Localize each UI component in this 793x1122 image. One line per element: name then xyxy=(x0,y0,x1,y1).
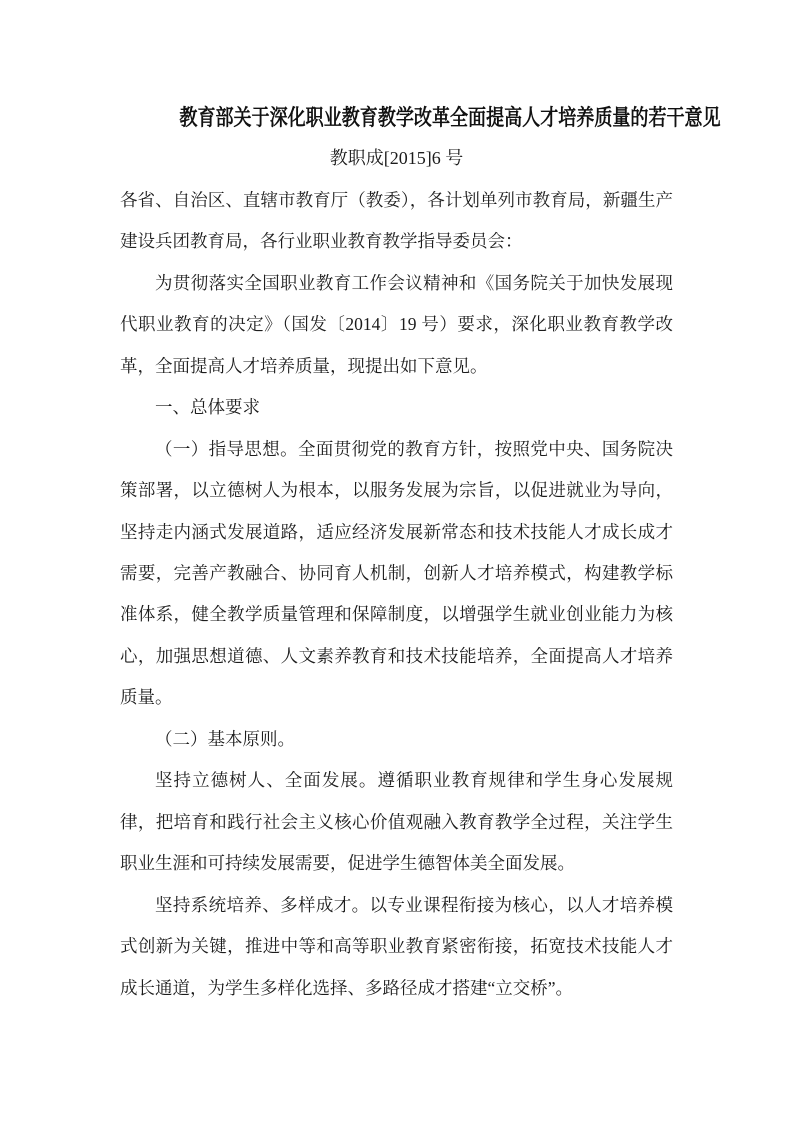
paragraph-principle-systematic-cultivation: 坚持系统培养、多样成才。以专业课程衔接为核心，以人才培养模式创新为关键，推进中等和高等职业教育紧密衔接，拓宽技术技能人才成长通道，为学生多样化选择、多路径成才搭建“立交桥”。 xyxy=(120,894,673,998)
paragraph-recipients: 各省、自治区、直辖市教育厅（教委），各计划单列市教育局，新疆生产建设兵团教育局，各行业职业教育教学指导委员会： xyxy=(120,189,673,252)
paragraph-principle-moral-development: 坚持立德树人、全面发展。遵循职业教育规律和学生身心发展规律，把培育和践行社会主义核心价值观融入教育教学全过程，关注学生职业生涯和可持续发展需要，促进学生德智体美全面发展。 xyxy=(120,770,673,874)
document-title xyxy=(120,97,721,138)
paragraph-preamble: 为贯彻落实全国职业教育工作会议精神和《国务院关于加快发展现代职业教育的决定》（国发〔2014〕19 号）要求，深化职业教育教学改革，全面提高人才培养质量，现提出如下意见。 xyxy=(120,272,673,376)
section-heading-overall-requirements: 一、总体要求 xyxy=(155,397,260,418)
paragraph-basic-principles-heading: （二）基本原则。 xyxy=(155,728,295,749)
paragraph-guiding-ideology: （一）指导思想。全面贯彻党的教育方针，按照党中央、国务院决策部署，以立德树人为根本，以服务发展为宗旨，以促进就业为导向，坚持走内涵式发展道路，适应经济发展新常态和技术技能人才成长成才需要，完善产教融合、协同育人机制，创新人才培养模式，构建教学标准体系，健全教学质量管理和保障制度，以增强学生就业创业能力为核心，加强思想道德、人文素养教育和技术技能培养，全面提高人才培养质量。 xyxy=(120,438,673,708)
document-title-text: 教育部关于深化职业教育教学改革全面提高人才培养质量的若干意见 xyxy=(179,105,721,130)
document-number: 教职成[2015]6 号 xyxy=(329,148,464,169)
document-content xyxy=(120,97,721,1009)
